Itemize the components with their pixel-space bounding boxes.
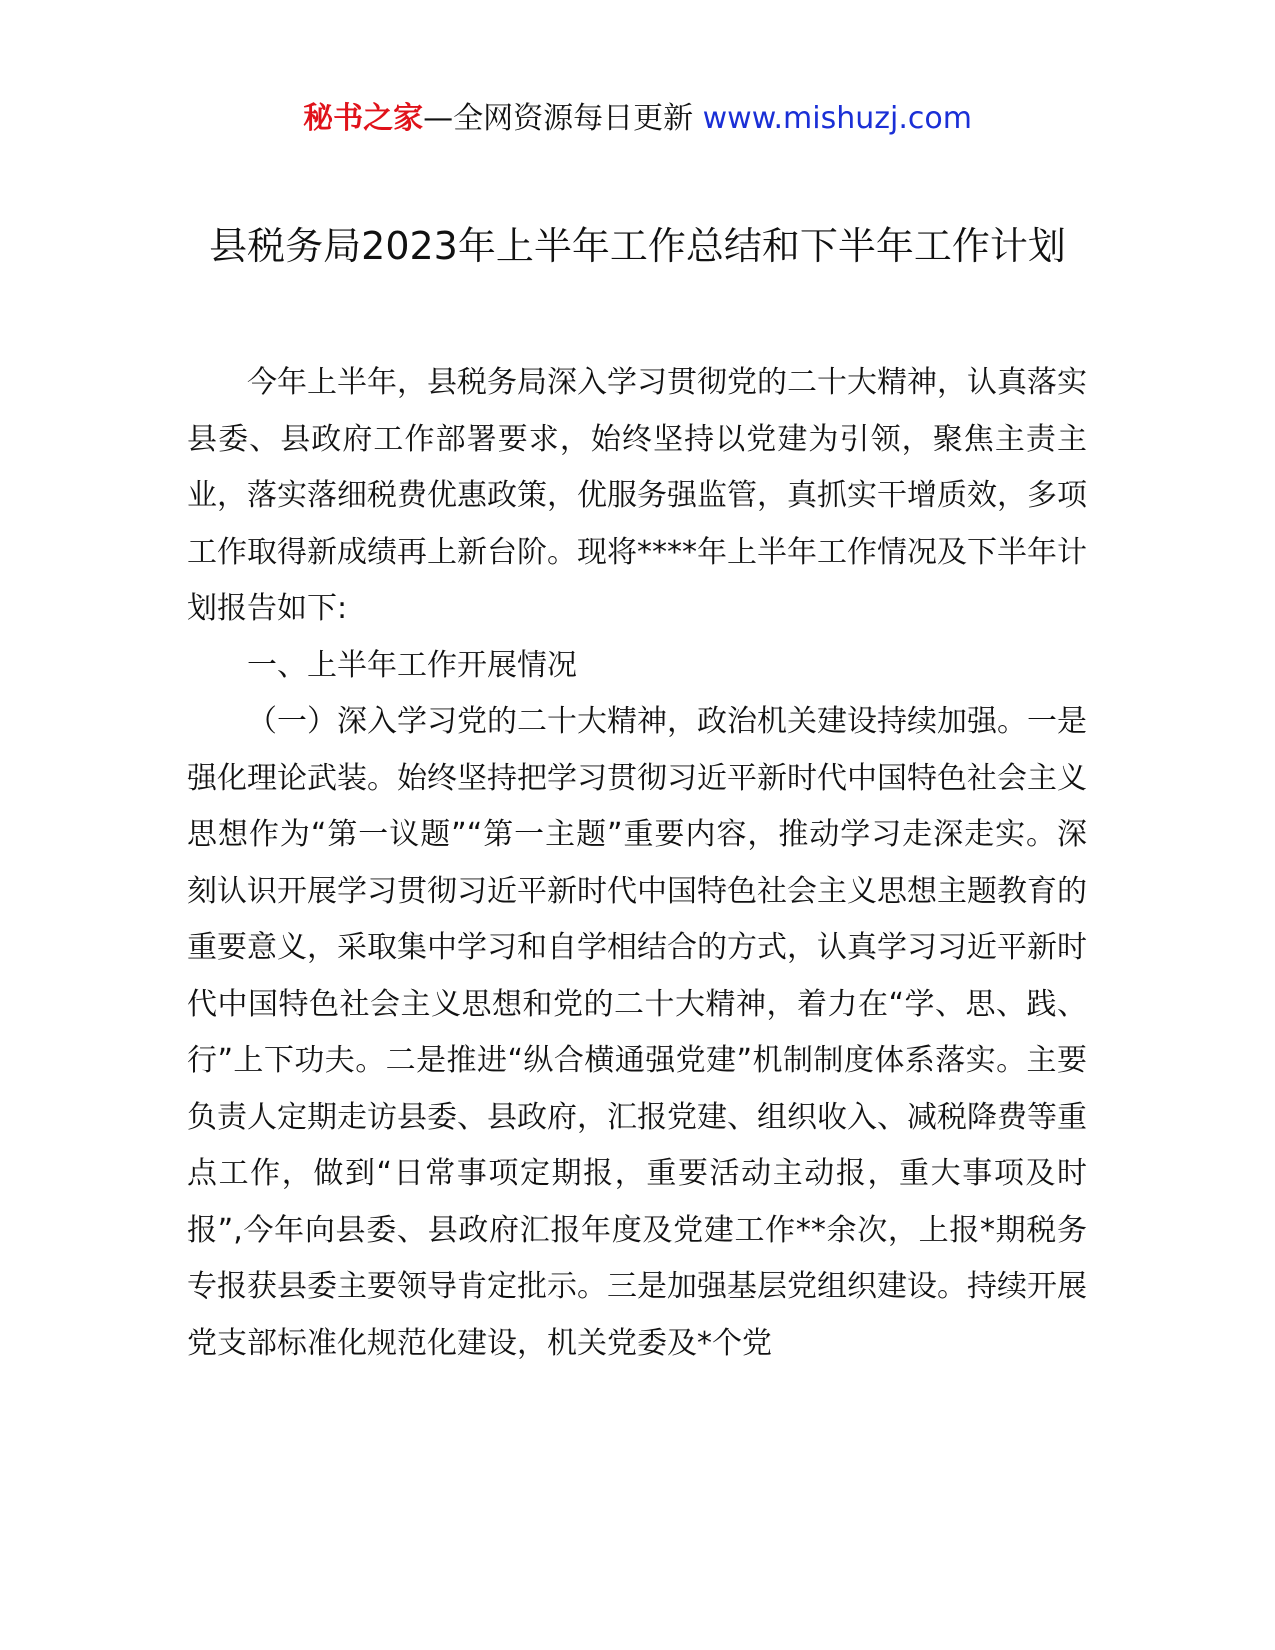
section-paragraph: （一）深入学习党的二十大精神，政治机关建设持续加强。一是强化理论武装。始终坚持把学习贯彻习近平新时代中国特色社会主义思想作为“第一议题”“第一主题”重要内容，推动学习走深走实。深刻认识开展学习贯彻习近平新时代中国特色社会主义思想主题教育的重要意义，采取集中学习和自学相结合的方式，认真学习习近平新时代中国特色社会主义思想和党的二十大精神，着力在“学、思、践、行”上下功夫。二是推进“纵合横通强党建”机制制度体系落实。主要负责人定期走访县委、县政府，汇报党建、组织收入、减税降费等重点工作，做到“日常事项定期报，重要活动主动报，重大事项及时报”,今年向县委、县政府汇报年度及党建工作**余次，上报*期税务专报获县委主要领导肯定批示。三是加强基层党组织建设。持续开展党支部标准化规范化建设，机关党委及*个党 [187, 704, 1087, 1361]
document-title: 县税务局2023年上半年工作总结和下半年工作计划 [209, 224, 1066, 268]
site-header [0, 97, 1275, 141]
section-heading: 一、上半年工作开展情况 [247, 647, 577, 683]
site-url-link[interactable]: www.mishuzj.com [702, 101, 972, 136]
header-tagline: —全网资源每日更新 [423, 101, 694, 136]
document-body [187, 355, 1087, 1372]
intro-paragraph: 今年上半年，县税务局深入学习贯彻党的二十大精神，认真落实县委、县政府工作部署要求，始终坚持以党建为引领，聚焦主责主业，落实落细税费优惠政策，优服务强监管，真抓实干增质效，多项工作取得新成绩再上新台阶。现将****年上半年工作情况及下半年计划报告如下: [187, 365, 1087, 626]
brand-name: 秘书之家 [303, 101, 424, 136]
